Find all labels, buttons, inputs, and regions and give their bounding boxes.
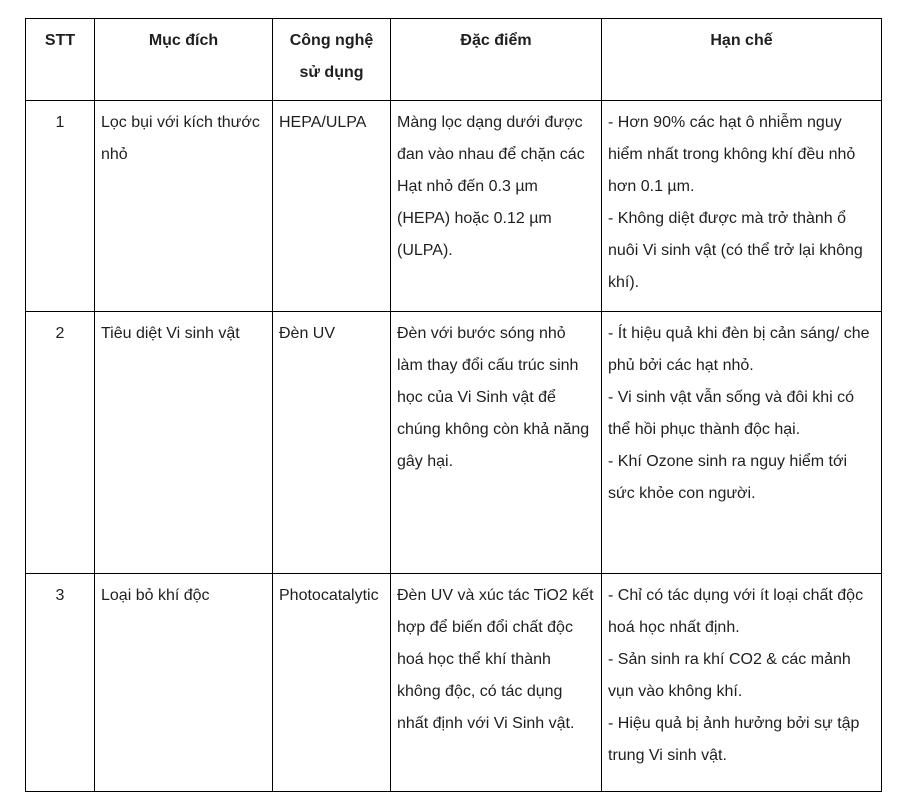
limitation-item: - Không diệt được mà trở thành ổ nuôi Vi sinh vật (có thể trở lại không khí).	[608, 210, 863, 291]
header-purpose: Mục đích	[95, 19, 273, 101]
limitation-item: - Khí Ozone sinh ra nguy hiểm tới sức khỏe con người.	[608, 453, 848, 502]
limitation-item: - Hơn 90% các hạt ô nhiễm nguy hiểm nhất trong không khí đều nhỏ hơn 0.1 µm.	[608, 114, 856, 195]
cell-purpose: Tiêu diệt Vi sinh vật	[95, 312, 273, 574]
limitation-item: - Sản sinh ra khí CO2 & các mảnh vụn vào không khí.	[608, 651, 851, 700]
limitation-item: - Chỉ có tác dụng với ít loại chất độc hoá học nhất định.	[608, 587, 864, 636]
header-technology: Công nghệ sử dụng	[273, 19, 391, 101]
cell-technology: Đèn UV	[273, 312, 391, 574]
cell-technology: Photocatalytic	[273, 574, 391, 792]
cell-purpose: Loại bỏ khí độc	[95, 574, 273, 792]
header-stt: STT	[26, 19, 95, 101]
header-features: Đặc điểm	[391, 19, 602, 101]
cell-stt: 3	[26, 574, 95, 792]
cell-purpose: Lọc bụi với kích thước nhỏ	[95, 101, 273, 312]
table-header-row	[26, 19, 882, 101]
cell-features: Đèn với bước sóng nhỏ làm thay đổi cấu trúc sinh học của Vi Sinh vật để chúng không còn khả năng gây hại.	[391, 312, 602, 574]
limitation-item: - Vi sinh vật vẫn sống và đôi khi có thể hồi phục thành độc hại.	[608, 389, 855, 438]
comparison-table	[25, 18, 882, 792]
cell-limitations	[602, 574, 882, 792]
cell-technology: HEPA/ULPA	[273, 101, 391, 312]
header-limitations: Hạn chế	[602, 19, 882, 101]
table-row	[26, 574, 882, 792]
cell-stt: 1	[26, 101, 95, 312]
table-row	[26, 101, 882, 312]
table-row	[26, 312, 882, 574]
limitation-item: - Ít hiệu quả khi đèn bị cản sáng/ che phủ bởi các hạt nhỏ.	[608, 325, 870, 374]
comparison-table-wrapper	[25, 18, 881, 792]
cell-stt: 2	[26, 312, 95, 574]
cell-features: Đèn UV và xúc tác TiO2 kết hợp để biến đổi chất độc hoá học thể khí thành không độc, có tác dụng nhất định với Vi Sinh vật.	[391, 574, 602, 792]
cell-limitations	[602, 101, 882, 312]
limitation-item: - Hiệu quả bị ảnh hưởng bởi sự tập trung Vi sinh vật.	[608, 715, 860, 764]
cell-features: Màng lọc dạng dưới được đan vào nhau để chặn các Hạt nhỏ đến 0.3 µm (HEPA) hoặc 0.12 µm (ULPA).	[391, 101, 602, 312]
cell-limitations	[602, 312, 882, 574]
